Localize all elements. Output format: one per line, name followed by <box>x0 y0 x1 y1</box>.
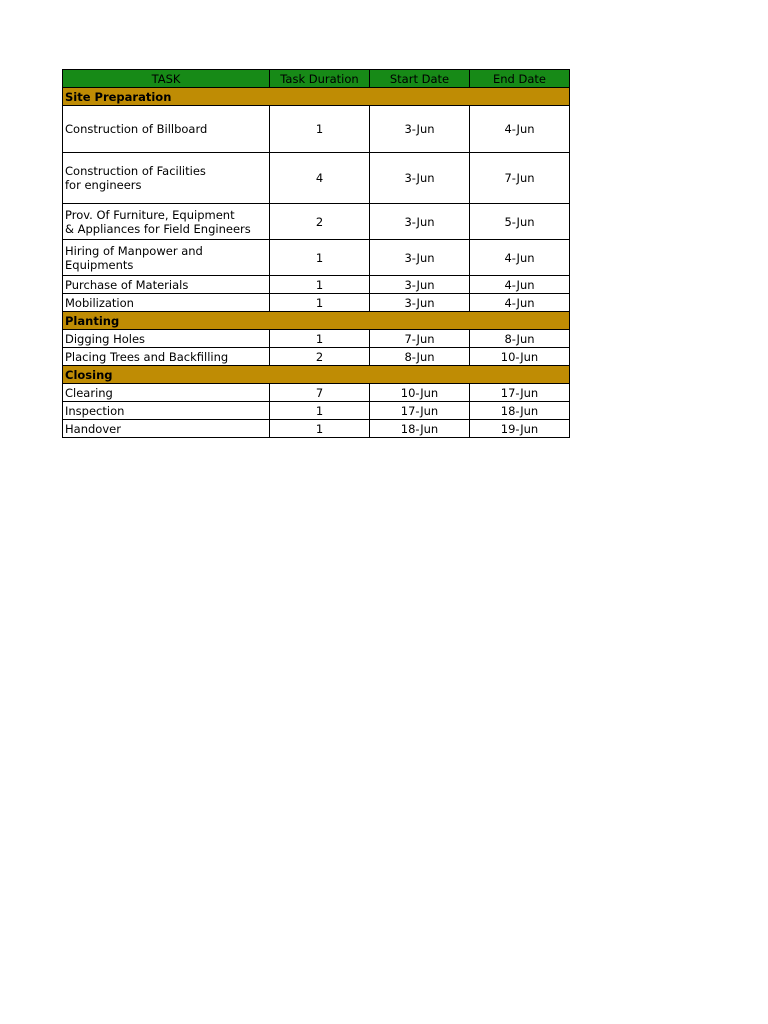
section-title: Planting <box>63 312 570 330</box>
task-name: Mobilization <box>63 294 270 312</box>
section-row-site-preparation <box>63 88 570 106</box>
task-name: Construction of Billboard <box>63 106 270 153</box>
table-row <box>63 240 570 276</box>
header-duration: Task Duration <box>270 70 370 88</box>
task-duration: 2 <box>270 204 370 240</box>
task-duration: 1 <box>270 420 370 438</box>
task-name: Hiring of Manpower and Equipments <box>63 240 270 276</box>
task-duration: 1 <box>270 240 370 276</box>
start-date: 10-Jun <box>370 384 470 402</box>
end-date: 4-Jun <box>470 240 570 276</box>
schedule-table <box>62 69 570 438</box>
table-row <box>63 348 570 366</box>
start-date: 3-Jun <box>370 294 470 312</box>
task-duration: 1 <box>270 330 370 348</box>
end-date: 19-Jun <box>470 420 570 438</box>
table-row <box>63 204 570 240</box>
header-end-date: End Date <box>470 70 570 88</box>
end-date: 5-Jun <box>470 204 570 240</box>
start-date: 3-Jun <box>370 204 470 240</box>
table-row <box>63 276 570 294</box>
task-duration: 1 <box>270 106 370 153</box>
task-duration: 1 <box>270 402 370 420</box>
header-row <box>63 70 570 88</box>
start-date: 8-Jun <box>370 348 470 366</box>
end-date: 4-Jun <box>470 276 570 294</box>
end-date: 18-Jun <box>470 402 570 420</box>
task-name: Inspection <box>63 402 270 420</box>
start-date: 3-Jun <box>370 153 470 204</box>
end-date: 10-Jun <box>470 348 570 366</box>
table-row <box>63 402 570 420</box>
section-row-closing <box>63 366 570 384</box>
header-start-date: Start Date <box>370 70 470 88</box>
end-date: 4-Jun <box>470 106 570 153</box>
table-row <box>63 294 570 312</box>
task-name: Placing Trees and Backfilling <box>63 348 270 366</box>
task-name: Digging Holes <box>63 330 270 348</box>
end-date: 8-Jun <box>470 330 570 348</box>
end-date: 4-Jun <box>470 294 570 312</box>
start-date: 18-Jun <box>370 420 470 438</box>
end-date: 17-Jun <box>470 384 570 402</box>
task-duration: 1 <box>270 294 370 312</box>
task-name: Clearing <box>63 384 270 402</box>
table-row <box>63 153 570 204</box>
task-name: Handover <box>63 420 270 438</box>
task-name: Purchase of Materials <box>63 276 270 294</box>
table-row <box>63 420 570 438</box>
end-date: 7-Jun <box>470 153 570 204</box>
start-date: 3-Jun <box>370 276 470 294</box>
start-date: 7-Jun <box>370 330 470 348</box>
section-title: Site Preparation <box>63 88 570 106</box>
table-row <box>63 330 570 348</box>
start-date: 3-Jun <box>370 240 470 276</box>
task-duration: 7 <box>270 384 370 402</box>
start-date: 17-Jun <box>370 402 470 420</box>
header-task: TASK <box>63 70 270 88</box>
task-duration: 1 <box>270 276 370 294</box>
table-row <box>63 106 570 153</box>
start-date: 3-Jun <box>370 106 470 153</box>
task-name: Prov. Of Furniture, Equipment & Appliances for Field Engineers <box>63 204 270 240</box>
table-row <box>63 384 570 402</box>
section-title: Closing <box>63 366 570 384</box>
task-duration: 4 <box>270 153 370 204</box>
section-row-planting <box>63 312 570 330</box>
task-duration: 2 <box>270 348 370 366</box>
task-name: Construction of Facilities for engineers <box>63 153 270 204</box>
